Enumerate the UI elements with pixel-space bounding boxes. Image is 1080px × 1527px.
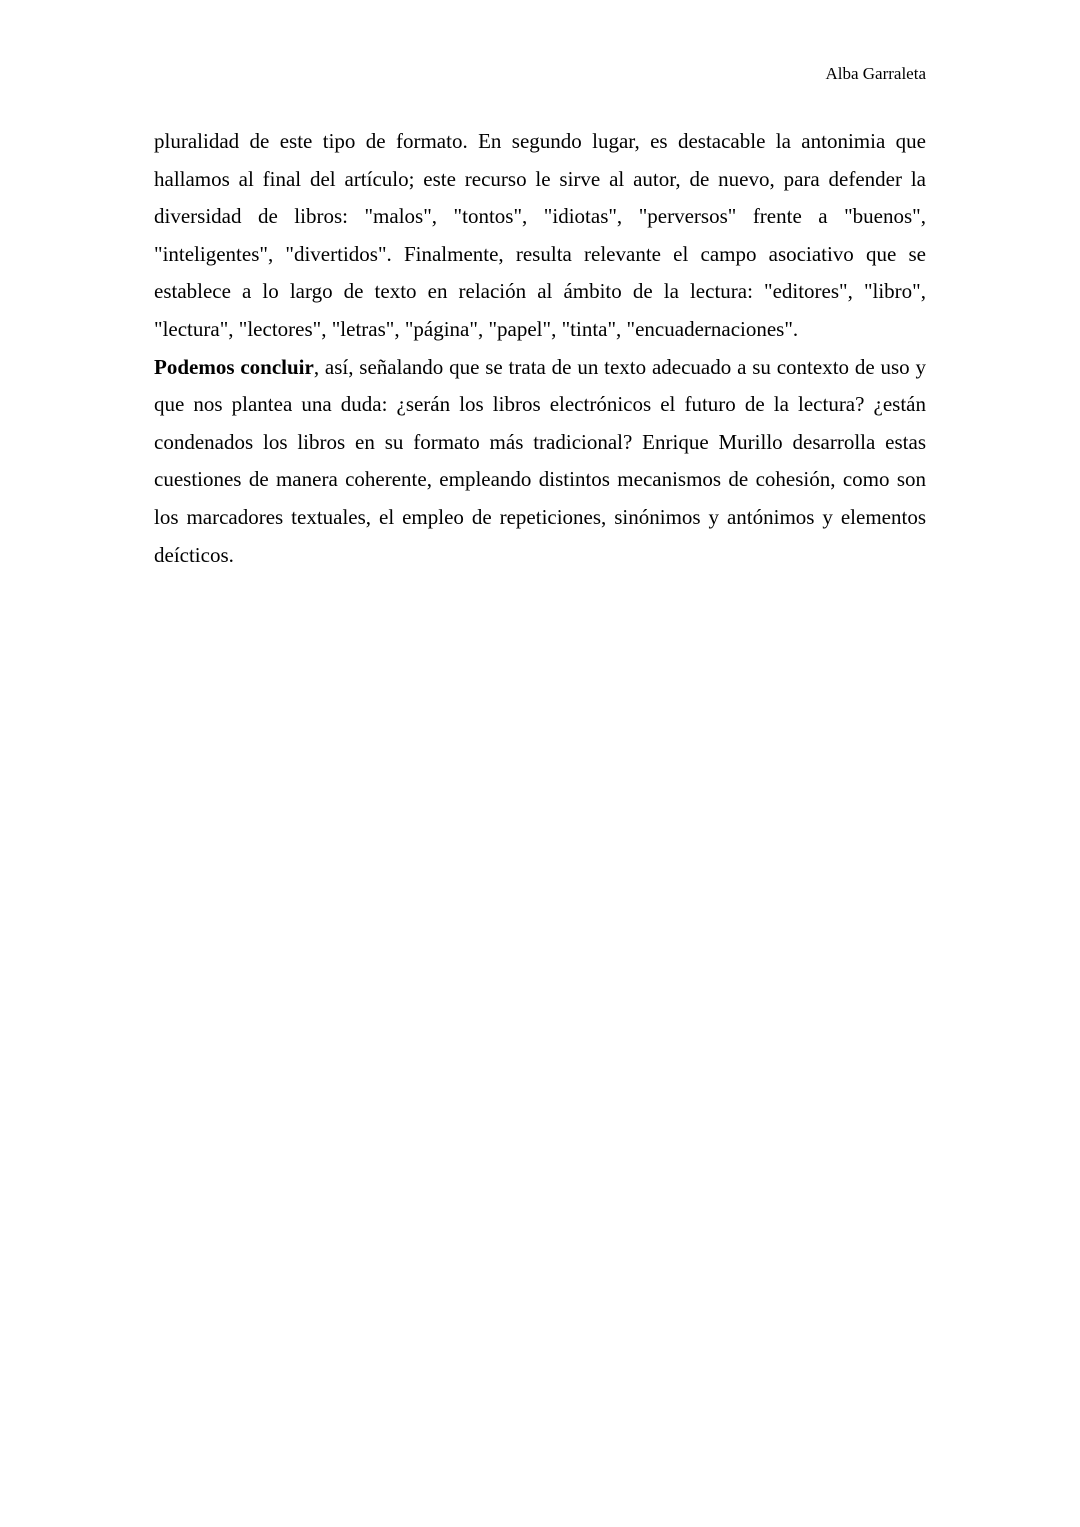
paragraph-conclusion	[154, 349, 926, 575]
running-header-author: Alba Garraleta	[825, 64, 926, 83]
paragraph-text: , así, señalando que se trata de un texto adecuado a su contexto de uso y que nos plantea una duda: ¿serán los libros electrónicos el futuro de la lectura? ¿están condenados los libros en su formato más tradicional? Enrique Murillo desarrolla estas cuestiones de manera coherente, empleando distintos mecanismos de cohesión, como son los marcadores textuales, el empleo de repeticiones, sinónimos y antónimos y elementos deícticos.	[154, 354, 926, 567]
paragraph-antonymy	[154, 123, 926, 349]
document-body	[154, 123, 926, 574]
paragraph-text: pluralidad de este tipo de formato. En segundo lugar, es destacable la antonimia que hallamos al final del artículo; este recurso le sirve al autor, de nuevo, para defender la diversidad de libros: "malos", "tontos", "idiotas", "perversos" frente a "buenos", "inteligentes", "divertidos". Finalmente, resulta relevante el campo asociativo que se establece a lo largo de texto en relación al ámbito de la lectura: "editores", "libro", "lectura", "lectores", "letras", "página", "papel", "tinta", "encuadernaciones".	[154, 129, 926, 341]
conclusion-lead-bold: Podemos concluir	[154, 354, 314, 379]
